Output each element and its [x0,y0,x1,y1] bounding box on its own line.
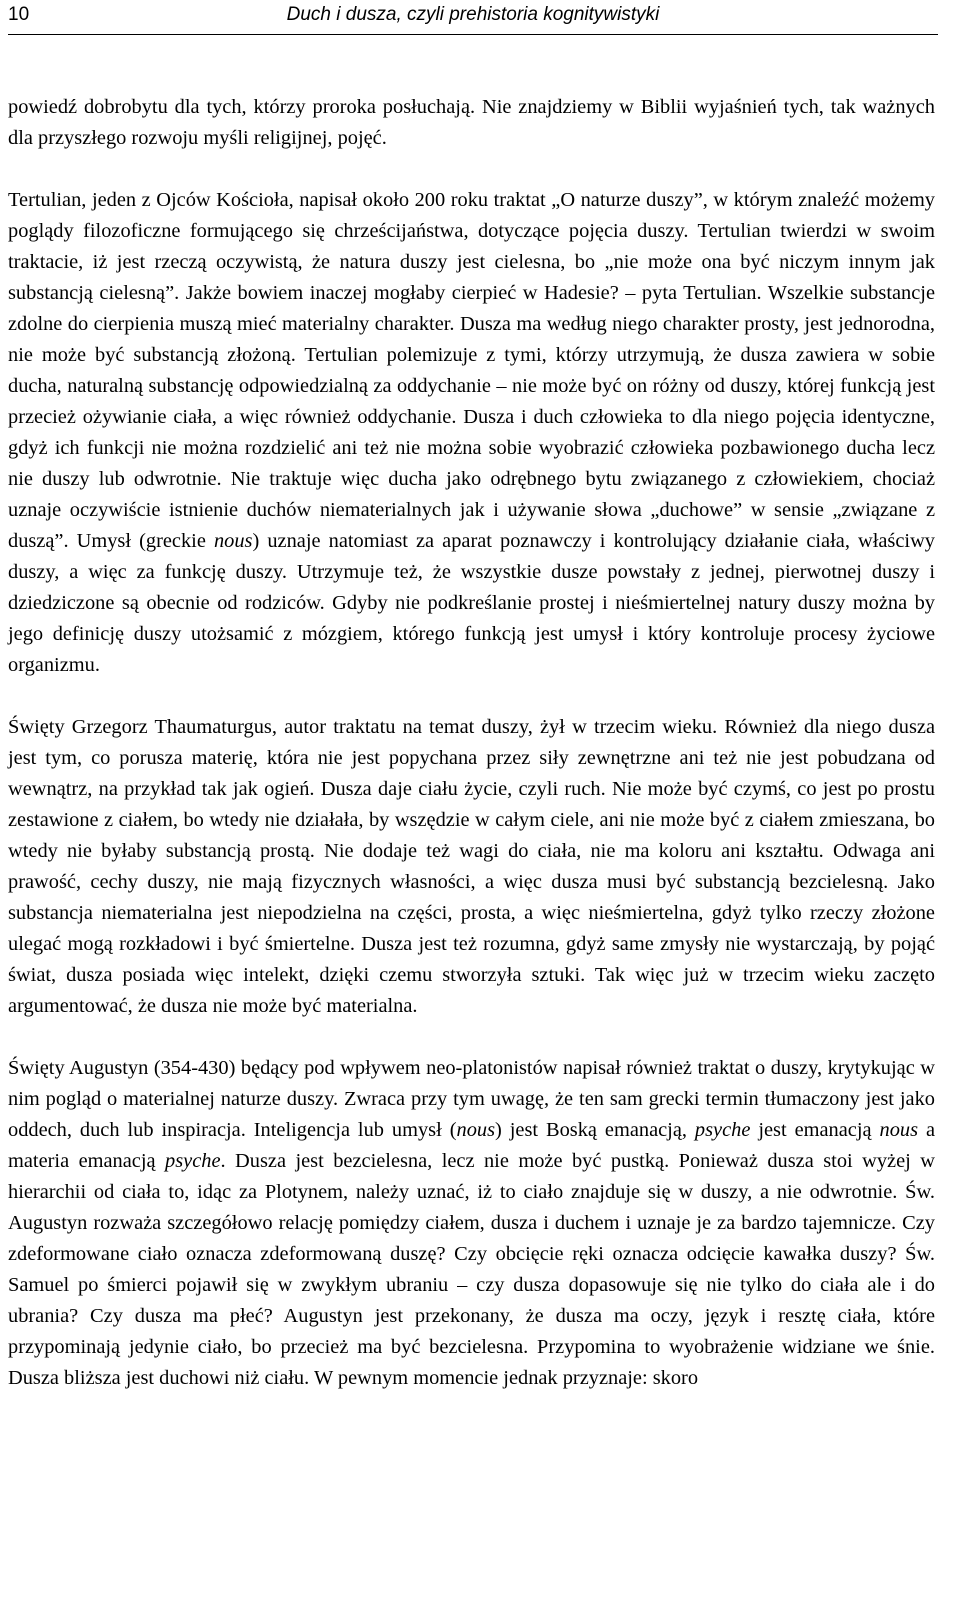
running-header [8,2,938,32]
header-rule [8,34,938,35]
paragraph-text: powiedź dobrobytu dla tych, którzy proroka posłuchają. Nie znajdziemy w Biblii wyjaśnień tych, tak ważnych dla przyszłego rozwoju myśli religijnej, pojęć. [8,96,935,149]
italic-term: psyche [165,1150,221,1172]
paragraph-2 [8,185,935,681]
paragraph-text: Święty Augustyn (354-430) będący pod wpływem neo-platonistów napisał również traktat o duszy, krytykując w nim pogląd o materialnej naturze duszy. Zwraca przy tym uwagę, że ten sam grecki termin tłumaczony jest jako oddech, duch lub inspiracja. Inteligencja lub umysł ( [8,1057,935,1141]
paragraph-text: a materia emanacją [8,1119,936,1172]
paragraph-4 [8,1053,935,1394]
italic-term: psyche [694,1119,751,1141]
italic-term: nous [213,530,253,552]
italic-term: nous [456,1119,496,1141]
italic-term: nous [879,1119,919,1141]
body-text [8,92,935,1425]
paragraph-text: ) jest Boską emanacją, [495,1119,695,1141]
paragraph-text: ) uznaje natomiast za aparat poznawczy i kontrolujący działanie ciała, właściwy duszy, a więc za funkcję duszy. Utrzymuje też, że wszystkie dusze powstały z jednej, pierwotnej duszy i dziedziczone są obecnie od rodziców. Gdyby nie podkreślanie prostej i nieśmiertelnej natury duszy można by jego definicję duszy utożsamić z mózgiem, którego funkcją jest umysł i który kontroluje procesy życiowe organizmu. [8,530,935,676]
running-title: Duch i dusza, czyli prehistoria kognitywistyki [286,4,660,25]
paragraph-text: . Dusza jest bezcielesna, lecz nie może być pustką. Ponieważ dusza stoi wyżej w hierarchii od ciała to, idąc za Plotynem, należy uznać, iż to ciało znajduje się w duszy, a nie odwrotnie. Św. Augustyn rozważa szczegółowo relację pomiędzy ciałem, dusza i duchem i uznaje je za bardzo tajemnicze. Czy zdeformowane ciało oznacza zdeformowaną duszę? Czy obcięcie ręki oznacza odcięcie kawałka duszy? Św. Samuel po śmierci pojawił się w zwykłym ubraniu – czy dusza dopasowuje się nie tylko do ciała ale i do ubrania? Czy dusza ma płeć? Augustyn jest przekonany, że dusza ma oczy, język i resztę ciała, które przypominają jedynie ciało, bo przecież ma być bezcielesna. Przypomina to wyobrażenie widziane we śnie. Dusza bliższa jest duchowi niż ciału. W pewnym momencie jednak przyznaje: skoro [8,1150,935,1389]
paragraph-text: Tertulian, jeden z Ojców Kościoła, napisał około 200 roku traktat „O naturze duszy”, w którym znaleźć możemy poglądy filozoficzne formującego się chrześcijaństwa, dotyczące pojęcia duszy. Tertulian twierdzi w swoim traktacie, iż jest rzeczą oczywistą, że natura duszy jest cielesna, bo „nie może ona być niczym innym jak substancją cielesną”. Jakże bowiem inaczej mogłaby cierpieć w Hadesie? – pyta Tertulian. Wszelkie substancje zdolne do cierpienia muszą mieć materialny charakter. Dusza ma według niego charakter prosty, jest jednorodna, nie może być substancją złożoną. Tertulian polemizuje z tymi, którzy utrzymują, że dusza zawiera w sobie ducha, naturalną substancję odpowiedzialną za oddychanie – nie może być on różny od duszy, której funkcją jest przecież ożywianie ciała, a więc również oddychanie. Dusza i duch człowieka to dla niego pojęcia identyczne, gdyż ich funkcji nie można rozdzielić ani też nie można sobie wyobrazić człowieka pozbawionego ducha lecz nie duszy lub odwrotnie. Nie traktuje więc ducha jako odrębnego bytu związanego z człowiekiem, chociaż uznaje oczywiście istnienie duchów niematerialnych jak i używanie słowa „duchowe” w sensie „związane z duszą”. Umysł (greckie [8,189,935,552]
paragraph-1 [8,92,935,154]
page-number: 10 [8,4,30,25]
paragraph-3 [8,712,935,1022]
paragraph-text: jest emanacją [750,1119,880,1141]
paragraph-text: Święty Grzegorz Thaumaturgus, autor traktatu na temat duszy, żył w trzecim wieku. Również dla niego dusza jest tym, co porusza materię, która nie jest popychana przez siły zewnętrzne ani też nie jest pobudzana od wewnątrz, na przykład tak jak ogień. Dusza daje ciału życie, czyli ruch. Nie może być czymś, co jest po prostu zestawione z ciałem, bo wtedy nie działała, by wszędzie w całym ciele, ani nie może być z ciałem zmieszana, bo wtedy nie byłaby substancją prostą. Nie dodaje też wagi do ciała, nie ma koloru ani kształtu. Odwaga ani prawość, cechy duszy, nie mają fizycznych własności, a więc dusza musi być substancją bezcielesną. Jako substancja niematerialna jest niepodzielna na części, prosta, a więc nieśmiertelna, gdyż tylko rzeczy złożone ulegać mogą rozkładowi i być śmiertelne. Dusza jest też rozumna, gdyż same zmysły nie wystarczają, by pojąć świat, dusza posiada więc intelekt, dzięki czemu stworzyła sztuki. Tak więc już w trzecim wieku zaczęto argumentować, że dusza nie może być materialna. [8,716,935,1017]
